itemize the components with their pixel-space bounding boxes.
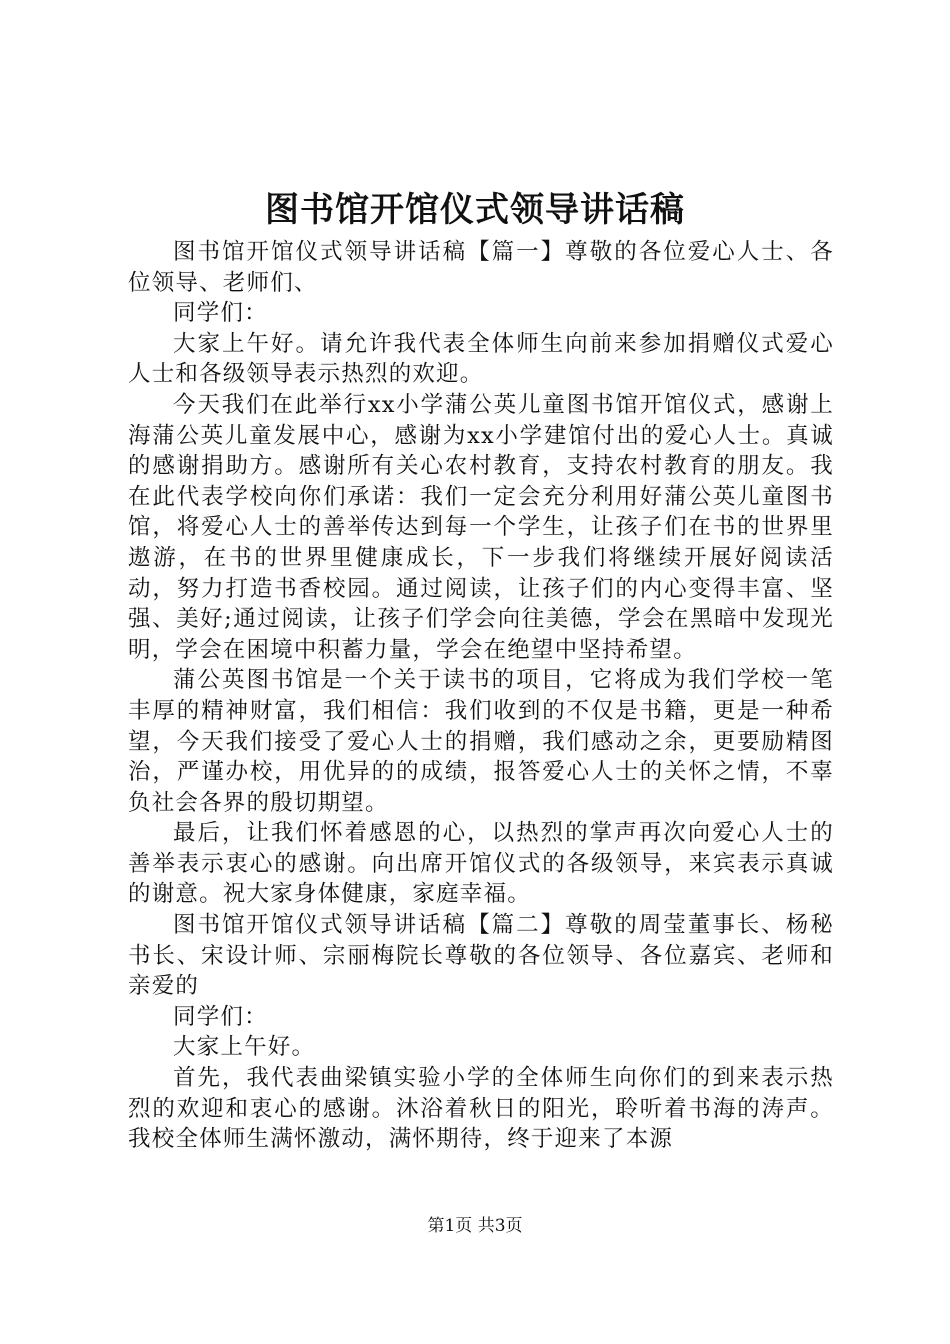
paragraph: 今天我们在此举行xx小学蒲公英儿童图书馆开馆仪式，感谢上海蒲公英儿童发展中心，感谢为xx小学建馆付出的爱心人士。真诚的感谢捐助方。感谢所有关心农村教育，支持农村教育的朋友。我在此代表学校向你们承诺：我们一定会充分利用好蒲公英儿童图书馆，将爱心人士的善举传达到每一个学生，让孩子们在书的世界里遨游，在书的世界里健康成长，下一步我们将继续开展好阅读活动，努力打造书香校园。通过阅读，让孩子们的内心变得丰富、坚强、美好;通过阅读，让孩子们学会向往美德，学会在黑暗中发现光明，学会在困境中积蓄力量，学会在绝望中坚持希望。 — [128, 391, 834, 663]
paragraph: 蒲公英图书馆是一个关于读书的项目，它将成为我们学校一笔丰厚的精神财富，我们相信：我们收到的不仅是书籍，更是一种希望，今天我们接受了爱心人士的捐赠，我们感动之余，更要励精图治，严谨办校，用优异的的成绩，报答爱心人士的关怀之情，不辜负社会各界的殷切期望。 — [128, 667, 834, 816]
paragraph: 图书馆开馆仪式领导讲话稿【篇一】尊敬的各位爱心人士、各位领导、老师们、 — [128, 239, 834, 296]
paragraph: 大家上午好。请允许我代表全体师生向前来参加捐赠仪式爱心人士和各级领导表示热烈的欢迎。 — [128, 330, 834, 388]
paragraph: 最后，让我们怀着感恩的心，以热烈的掌声再次向爱心人士的善举表示衷心的感谢。向出席开馆仪式的各级领导，来宾表示真诚的谢意。祝大家身体健康，家庭幸福。 — [128, 820, 834, 908]
paragraph: 首先，我代表曲梁镇实验小学的全体师生向你们的到来表示热烈的欢迎和衷心的感谢。沐浴着秋日的阳光，聆听着书海的涛声。我校全体师生满怀激动，满怀期待，终于迎来了本源 — [128, 1065, 834, 1153]
paragraph: 大家上午好。 — [173, 1034, 316, 1061]
document-body — [128, 237, 834, 1155]
document-title: 图书馆开馆仪式领导讲话稿 — [265, 190, 685, 230]
page-indicator: 第1页 共3页 — [427, 1216, 523, 1236]
page-footer — [0, 1214, 950, 1238]
paragraph: 同学们： — [173, 300, 268, 327]
paragraph: 同学们： — [173, 1003, 268, 1030]
paragraph: 图书馆开馆仪式领导讲话稿【篇二】尊敬的周莹董事长、杨秘书长、宋设计师、宗丽梅院长尊敬的各位领导、各位嘉宾、老师和亲爱的 — [128, 912, 834, 1000]
